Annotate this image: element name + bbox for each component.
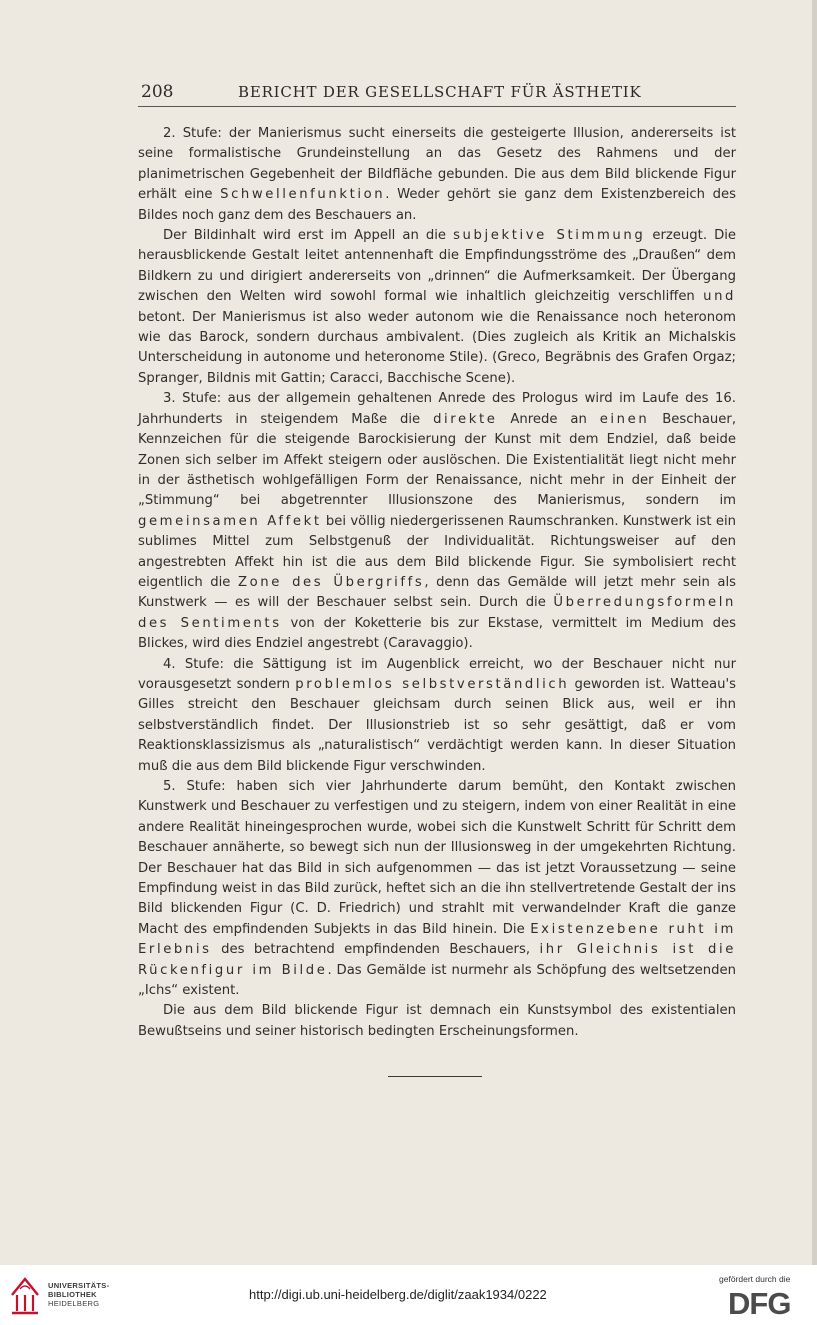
- spaced-emphasis: gemeinsamen Affekt: [138, 513, 322, 529]
- permalink-url[interactable]: http://digi.ub.uni-heidelberg.de/diglit/zaak1934/0222: [249, 1287, 547, 1302]
- page-number: 208: [141, 82, 174, 102]
- running-title: BERICHT DER GESELLSCHAFT FÜR ÄSTHETIK: [238, 83, 642, 101]
- paragraph-stage-4: 4. Stufe: die Sättigung ist im Augenblick erreicht, wo der Beschauer nicht nur vorausgesetzt sondern problemlos selbstverständlich geworden ist. Watteau's Gilles streicht den Beschauer gleichsam durch seinen Blick aus, weil er ihn selbstverständlich findet. Der Illusionstrieb ist so sehr gesättigt, daß er vom Reaktionsklassizismus als „naturalistisch“ verdächtigt werden kann. In dieser Situation muß die aus dem Bild blickende Figur verschwinden.: [138, 656, 736, 774]
- spaced-emphasis: ihr Gleichnis ist die Rückenfigur im Bilde: [138, 942, 736, 978]
- paragraph-stage-2: 2. Stufe: der Manierismus sucht einerseits die gesteigerte Illusion, andererseits ist seine formalistische Grundeinstellung an das Gesetz des Rahmens und der planimetrischen Gegebenheit der Bildfläche gebunden. Die aus dem Bild blickende Figur erhält eine Schwellenfunktion. Weder gehört sie ganz dem Existenzbereich des Bildes noch ganz dem des Beschauers an.: [138, 126, 736, 223]
- spaced-emphasis: Existenzebene ruht im Erlebnis: [138, 921, 736, 958]
- spaced-emphasis: Überredungsformeln des Sentiments: [138, 595, 736, 631]
- spaced-emphasis: Zone des Übergriffs: [237, 574, 425, 590]
- spaced-emphasis: einen: [599, 411, 650, 427]
- spaced-emphasis: problemlos selbstverständlich: [295, 676, 570, 692]
- spaced-emphasis: direkte: [433, 411, 498, 427]
- footer-bar: [0, 1265, 817, 1325]
- paragraph-conclusion: Die aus dem Bild blickende Figur ist demnach ein Kunstsymbol des existentialen Bewußtseins und seiner historisch bedingten Erscheinungsformen.: [138, 1003, 736, 1039]
- library-logo-icon[interactable]: [8, 1275, 42, 1317]
- paragraph-stage-2-cont: Der Bildinhalt wird erst im Appell an die subjektive Stimmung erzeugt. Die herausblickende Gestalt leitet antennenhaft die Empfindungsströme des „Draußen“ dem Bildkern zu und dirigiert andererseits von „drinnen“ die Aufmerksamkeit. Der Übergang zwischen den Welten wird sowohl formal wie inhaltlich gleichzeitig verschliffen und betont. Der Manierismus ist also weder autonom wie die Renaissance noch heteronom wie das Barock, sondern durchaus ambivalent. (Dies zugleich als Kritik an Michalskis Unterscheidung in autonome und heteronome Stile). (Greco, Begräbnis des Grafen Orgaz; Spranger, Bildnis mit Gattin; Caracci, Bacchische Scene).: [138, 228, 737, 386]
- page-edge: [812, 0, 817, 1265]
- library-name: UNIVERSITÄTS- BIBLIOTHEK HEIDELBERG: [48, 1281, 110, 1308]
- body-text: [138, 124, 736, 1042]
- paragraph-stage-3: 3. Stufe: aus der allgemein gehaltenen Anrede des Prologus wird im Laufe des 16. Jahrhunderts in steigendem Maße die direkte Anrede an einen Beschauer, Kennzeichen für die steigende Barockisierung der Kunst mit dem Endziel, daß beide Zonen sich selber im Affekt steigern oder auslöschen. Die Existentialität liegt nicht mehr in der ästhetisch wohlgefälligen Form der Renaissance, nicht mehr in der Einheit der „Stimmung“ bei abgetrennter Illusionszone des Manierismus, sondern im gemeinsamen Affekt bei völlig niedergerissenen Raumschranken. Kunstwerk ist ein sublimes Mittel zum Selbstgenuß der Individualität. Richtungsweiser auf den angestrebten Affekt hin ist die aus dem Bild blickende Figur. Sie symbolisiert recht eigentlich die Zone des Übergriffs, denn das Gemälde will jetzt mehr sein als Kunstwerk — es will der Beschauer selbst sein. Durch die Überredungsformeln des Sentiments von der Koketterie bis zur Ekstase, vermittelt im Medium des Blickes, wird dies Endziel angestrebt (Caravaggio).: [138, 391, 737, 652]
- page-header: [138, 82, 736, 104]
- end-rule: [388, 1076, 482, 1077]
- spaced-emphasis: und: [703, 289, 736, 305]
- spaced-emphasis: Schwellenfunktion: [220, 187, 386, 203]
- paragraph-stage-5: 5. Stufe: haben sich vier Jahrhunderte darum bemüht, den Kontakt zwischen Kunstwerk und Beschauer zu verfestigen und zu steigern, indem von einer Realität in eine andere Realität hineingesprochen wurde, wobei sich die Kunstwelt Schritt für Schritt dem Beschauer annäherte, so bewegt sich nun der Illusionsweg in der umgekehrten Richtung. Der Beschauer hat das Bild in sich aufgenommen — das ist jetzt Voraussetzung — seine Empfindung weist in das Bild zurück, heftet sich an die ihn stellvertretende Gestalt der ins Bild blickenden Figur (C. D. Friedrich) und strahlt mit verwandelnder Kraft die ganze Macht des empfindenden Subjekts in das Bild hinein. Die Existenzebene ruht im Erlebnis des betrachtend empfindenden Beschauers, ihr Gleichnis ist die Rückenfigur im Bilde. Das Gemälde ist nurmehr als Schöpfung des weltsetzenden „Ichs“ existent.: [138, 779, 736, 999]
- dfg-logo: DFG: [728, 1286, 791, 1321]
- header-rule: [138, 106, 736, 107]
- funding-label: gefördert durch die: [719, 1274, 791, 1284]
- spaced-emphasis: subjektive Stimmung: [453, 228, 646, 244]
